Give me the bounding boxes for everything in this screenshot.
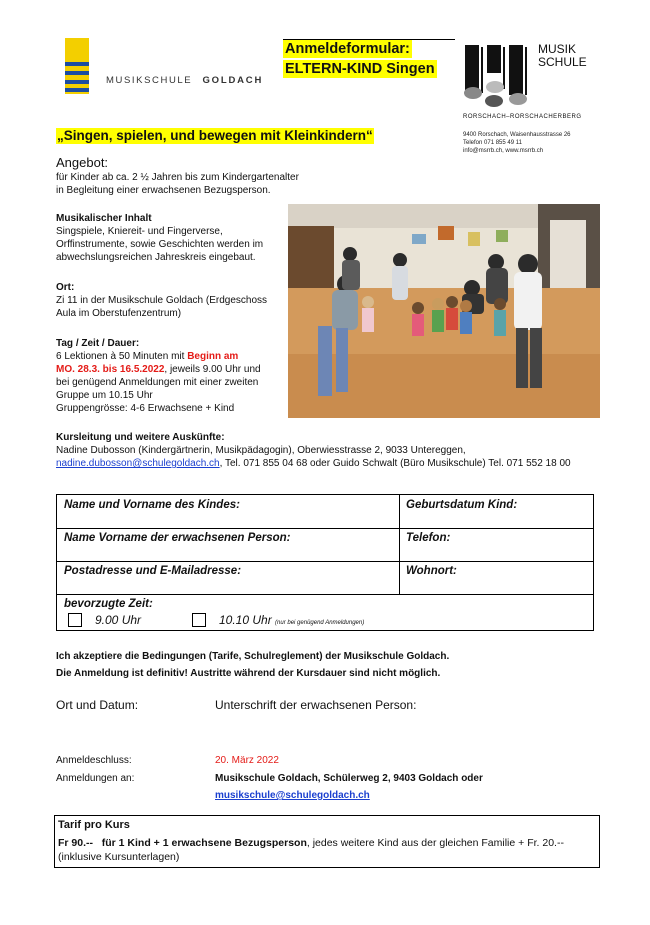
zeit-line-2-text: , jeweils 9.00 Uhr und [164,364,261,375]
school-name-light: MUSIKSCHULE [106,75,193,86]
kursleitung-line-1: Nadine Dubosson (Kindergärtnerin, Musikpädagogin), Oberwiesstrasse 2, 9033 Untereggen, [56,445,466,456]
ort-heading: Ort: [56,282,75,293]
acceptance-line-2: Die Anmeldung ist definitiv! Austritte während der Kursdauer sind nicht möglich. [56,668,441,679]
form-title [283,40,455,80]
place-date-label: Ort und Datum: [56,698,139,712]
form-column-divider [399,495,400,594]
musikschule-wordmark [538,43,587,69]
zeit-line-1 [56,350,261,363]
kursleitung-line-2 [56,457,616,470]
time-1010-value: 10.10 Uhr [219,613,272,627]
time-1010-checkbox[interactable] [192,613,206,627]
title-line-2: ELTERN-KIND Singen [285,61,435,77]
inhalt-section [56,212,263,264]
musik-line-2: SCHULE [538,55,587,69]
residence-field[interactable]: Wohnort: [406,565,457,577]
title-line-1: Anmeldeformular: [285,41,410,57]
address-email-field[interactable]: Postadresse und E-Mailadresse: [64,565,242,577]
inhalt-line-2: Orffinstrumente, sowie Geschichten werden im [56,239,264,250]
send-to-email-link[interactable]: musikschule@schulegoldach.ch [215,790,370,801]
phone-field[interactable]: Telefon: [406,532,451,544]
time-1010-label [219,613,364,627]
angebot-heading: Angebot: [56,155,109,170]
deadline-label: Anmeldeschluss: [56,755,132,766]
inhalt-line-3: abwechslungsreichen Jahreskreis eingebaut. [56,252,256,263]
kursleitung-email-link[interactable]: nadine.dubosson@schulegoldach.ch [56,458,220,469]
zeit-start-label: Beginn am [187,351,239,362]
tarif-price: Fr 90.-- für 1 Kind + 1 erwachsene Bezugsperson [58,837,307,849]
musikschule-rorschach-logo [463,43,533,109]
acceptance-line-1: Ich akzeptiere die Bedingungen (Tarife, Schulreglement) der Musikschule Goldach. [56,651,450,662]
ort-section [56,281,267,320]
ort-line-1: Zi 11 in der Musikschule Goldach (Erdgeschoss [56,295,268,306]
form-row-divider-2 [57,561,593,562]
preferred-time-label: bevorzugte Zeit: [64,598,153,610]
zeit-date-range: MO. 28.3. bis 16.5.2022 [56,364,165,375]
school-name-bold: GOLDACH [202,75,264,86]
classroom-photo [288,204,600,418]
form-row-divider-1 [57,528,593,529]
zeit-line-4: Gruppe um 10.15 Uhr [56,390,153,401]
zeit-line-3: bei genügend Anmeldungen mit einer zweiten [56,377,259,388]
send-to-label: Anmeldungen an: [56,773,135,784]
deadline-value: 20. März 2022 [215,755,279,766]
musik-line-1: MUSIK [538,42,577,56]
address-line-3: info@msrrb.ch, www.msrrb.ch [463,148,544,154]
signature-label: Unterschrift der erwachsenen Person: [215,698,417,712]
zeit-heading: Tag / Zeit / Dauer: [56,338,140,349]
region-label: RORSCHACH–RORSCHACHERBERG [463,114,582,120]
zeit-section [56,337,261,415]
school-name [106,75,263,86]
course-subtitle: „Singen, spielen, und bewegen mit Kleinkindern“ [57,128,373,143]
kursleitung-heading: Kursleitung und weitere Auskünfte: [56,432,225,443]
tarif-line-2: (inklusive Kursunterlagen) [58,851,180,863]
form-row-divider-3 [57,594,593,595]
inhalt-line-1: Singspiele, Kniereit- und Fingerverse, [56,226,223,237]
adult-name-field[interactable]: Name Vorname der erwachsenen Person: [64,532,291,544]
address-line-1: 9400 Rorschach, Waisenhausstrasse 26 [463,132,571,138]
zeit-line-1-text: 6 Lektionen à 50 Minuten mit [56,351,188,362]
musikschule-goldach-logo [65,38,89,94]
inhalt-heading: Musikalischer Inhalt [56,213,152,224]
child-name-field[interactable]: Name und Vorname des Kindes: [64,499,240,511]
ort-line-2: Aula im Oberstufenzentrum) [56,308,182,319]
kursleitung-section [56,431,616,470]
kursleitung-line-2-rest: , Tel. 071 855 04 68 oder Guido Schwalt (Büro Musikschule) Tel. 071 552 18 00 [219,458,571,469]
angebot-line-1: für Kinder ab ca. 2 ½ Jahren bis zum Kindergartenalter [56,172,299,183]
time-1010-note: (nur bei genügend Anmeldungen) [275,620,365,626]
send-to-address: Musikschule Goldach, Schülerweg 2, 9403 Goldach oder [215,773,483,784]
registration-form-table [56,494,594,631]
time-9-checkbox[interactable] [68,613,82,627]
birthdate-field[interactable]: Geburtsdatum Kind: [406,499,518,511]
tarif-heading: Tarif pro Kurs [58,819,130,831]
tarif-line-1 [58,837,564,849]
school-address [463,131,571,155]
zeit-line-5: Gruppengrösse: 4-6 Erwachsene + Kind [56,403,235,414]
zeit-line-2 [56,363,261,376]
time-9-label: 9.00 Uhr [95,613,142,627]
tarif-box [54,815,600,868]
angebot-line-2: in Begleitung einer erwachsenen Bezugsperson. [56,185,271,196]
acceptance-text [56,648,449,682]
angebot-section [56,155,299,197]
tarif-line-1-rest: , jedes weitere Kind aus der gleichen Familie + Fr. 20.-- [306,837,564,849]
address-line-2: Telefon 071 855 49 11 [463,140,522,146]
